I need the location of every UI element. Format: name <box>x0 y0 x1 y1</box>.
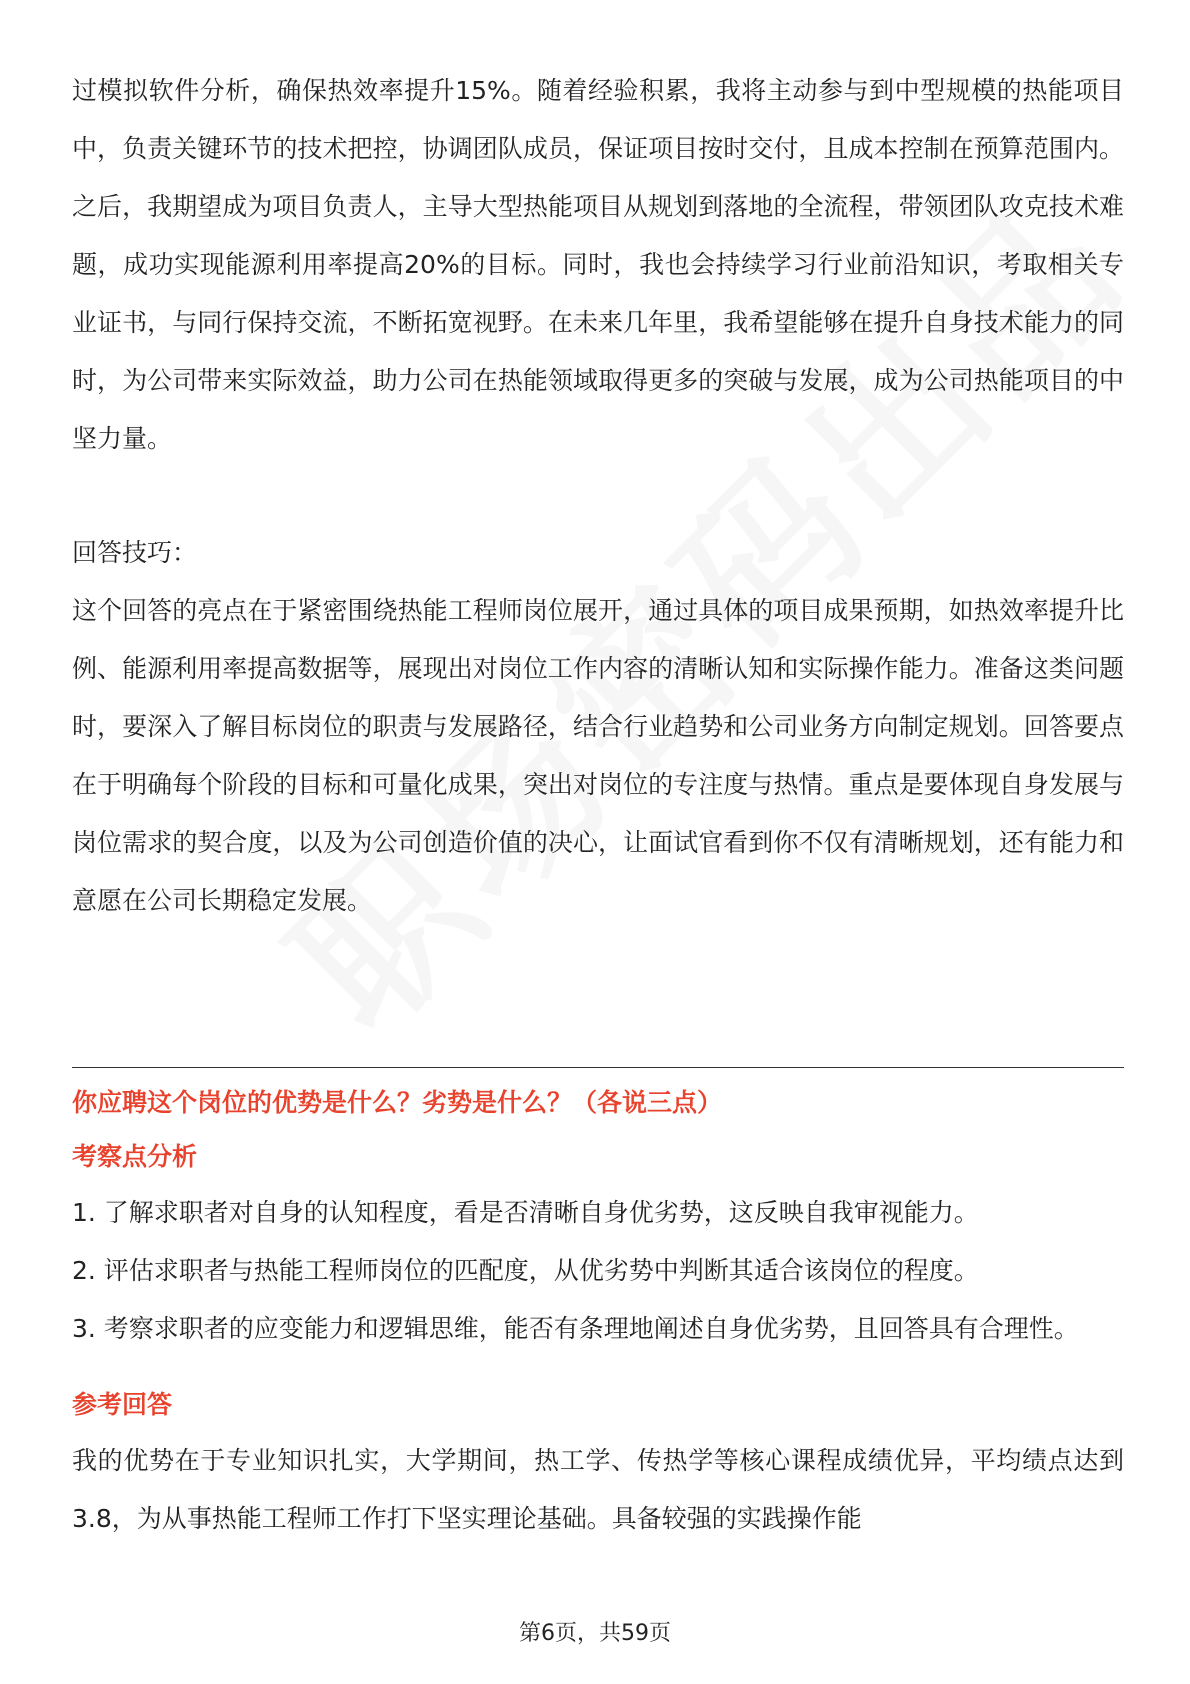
page-number: 第6页，共59页 <box>519 1621 671 1646</box>
question-section <box>72 1076 1124 1548</box>
intro-paragraph: 过模拟软件分析，确保热效率提升15%。随着经验积累，我将主动参与到中型规模的热能项目中，负责关键环节的技术把控，协调团队成员，保证项目按时交付，且成本控制在预算范围内。之后，我期望成为项目负责人，主导大型热能项目从规划到落地的全流程，带领团队攻克技术难题，成功实现能源利用率提高20%的目标。同时，我也会持续学习行业前沿知识，考取相关专业证书，与同行保持交流，不断拓宽视野。在未来几年里，我希望能够在提升自身技术能力的同时，为公司带来实际效益，助力公司在热能领域取得更多的突破与发展，成为公司热能项目的中坚力量。 <box>72 76 1124 453</box>
section-divider <box>72 1067 1124 1068</box>
tips-label: 回答技巧： <box>72 538 198 567</box>
tips-paragraph: 这个回答的亮点在于紧密围绕热能工程师岗位展开，通过具体的项目成果预期，如热效率提升比例、能源利用率提高数据等，展现出对岗位工作内容的清晰认知和实际操作能力。准备这类问题时，要深入了解目标岗位的职责与发展路径，结合行业趋势和公司业务方向制定规划。回答要点在于明确每个阶段的目标和可量化成果，突出对岗位的专注度与热情。重点是要体现自身发展与岗位需求的契合度，以及为公司创造价值的决心，让面试官看到你不仅有清晰规划，还有能力和意愿在公司长期稳定发展。 <box>72 596 1124 915</box>
analysis-item: 3. 考察求职者的应变能力和逻辑思维，能否有条理地阐述自身优劣势，且回答具有合理性。 <box>72 1314 1079 1343</box>
analysis-item: 2. 评估求职者与热能工程师岗位的匹配度，从优劣势中判断其适合该岗位的程度。 <box>72 1256 979 1285</box>
answer-paragraph: 我的优势在于专业知识扎实，大学期间，热工学、传热学等核心课程成绩优异，平均绩点达到3.8，为从事热能工程师工作打下坚实理论基础。具备较强的实践操作能 <box>72 1446 1124 1533</box>
answer-heading: 参考回答 <box>72 1390 173 1419</box>
analysis-heading: 考察点分析 <box>72 1142 198 1171</box>
document-body <box>72 62 1124 930</box>
analysis-item: 1. 了解求职者对自身的认知程度，看是否清晰自身优劣势，这反映自我审视能力。 <box>72 1198 979 1227</box>
question-title: 你应聘这个岗位的优势是什么？劣势是什么？（各说三点） <box>72 1088 723 1117</box>
